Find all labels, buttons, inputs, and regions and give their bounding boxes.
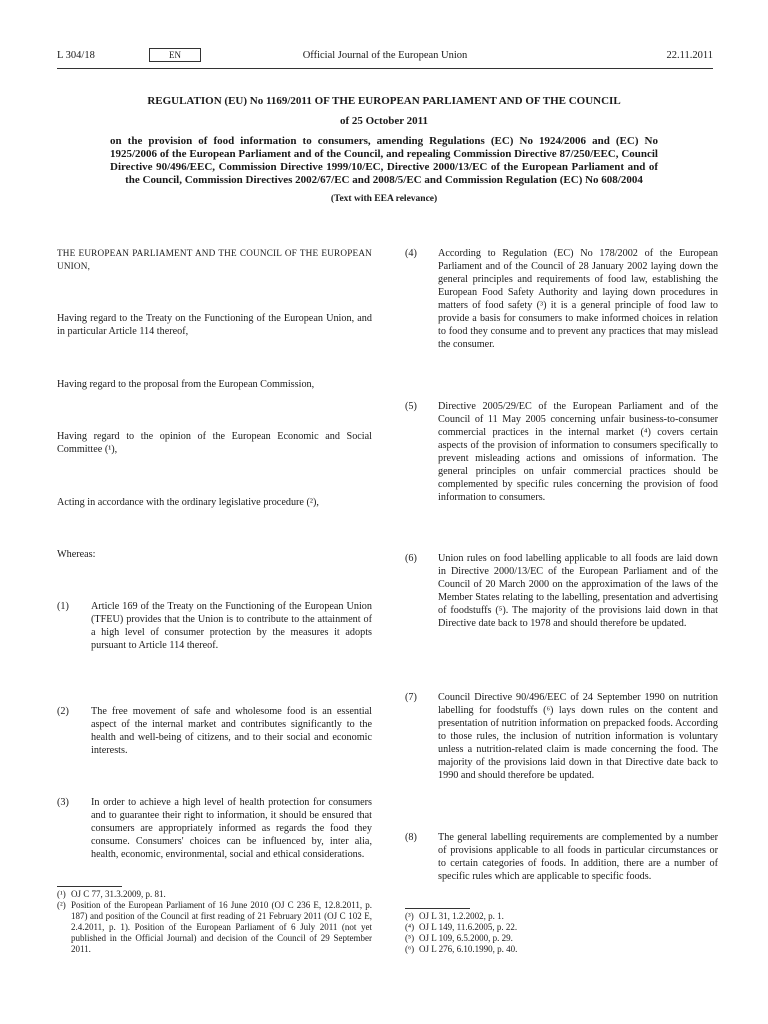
title-line-date: of 25 October 2011 [339, 115, 429, 127]
footnote-text: OJ L 149, 11.6.2005, p. 22. [419, 922, 518, 932]
footnote-text: OJ L 31, 1.2.2002, p. 1. [419, 911, 504, 921]
recital-1 [57, 600, 372, 670]
recital-2 [57, 705, 372, 765]
title-line-subject: on the provision of food information to consumers, amending Regulations (EC) No 1924/2006 and (EC) No 1925/2006 of the European Parliament and of the Council, and repealing Commission Directive 87/250/EEC, Council Directive 90/496/EEC, Commission Directive 1999/10/EC, Directive 2000/13/EC of the European Parliament and of the Council, Commission Directives 2002/67/EC and 2008/5/EC and Commission Regulation (EC) No 608/2004 [110, 135, 658, 186]
recital-number: (6) [405, 553, 417, 564]
page-reference: L 304/18 [57, 50, 95, 61]
recital-6 [405, 552, 718, 662]
footnotes-right [405, 911, 718, 955]
recital-text: The general labelling requirements are complemented by a number of provisions applicable to all foods in particular circumstances or to certain categories of foods. In addition, there are a number of specific rules which are applicable to specific foods. [438, 832, 718, 882]
footnote-separator [405, 908, 470, 909]
citation-treaty: Having regard to the Treaty on the Functioning of the European Union, and in particular Article 114 thereof, [57, 313, 372, 337]
citation-procedure: Acting in accordance with the ordinary legislative procedure (²), [57, 497, 319, 508]
recital-text: Council Directive 90/496/EEC of 24 September 1990 on nutrition labelling for foodstuffs (⁶) lays down rules on the content and presentation of nutrition information on prepacked foods. According to those rules, the inclusion of nutrition information is voluntary unless a nutrition-related claim is made concerning the food. The majority of the provisions laid down in that Directive date back to 1990 and should therefore be updated. [438, 692, 718, 781]
footnote-marker: (¹) [57, 889, 66, 899]
left-column [57, 247, 372, 867]
header-rule [57, 68, 713, 69]
recital-number: (1) [57, 601, 69, 612]
preamble-intro: THE EUROPEAN PARLIAMENT AND THE COUNCIL OF THE EUROPEAN UNION, [57, 248, 372, 271]
footnote-separator [57, 886, 122, 887]
recital-text: The free movement of safe and wholesome food is an essential aspect of the internal market and contributes significantly to the health and well-being of citizens, and to their social and economic interests. [91, 706, 372, 756]
language-badge: EN [149, 48, 201, 62]
footnote-6 [405, 944, 718, 955]
recital-number: (8) [405, 832, 417, 843]
recital-text: In order to achieve a high level of health protection for consumers and to guarantee their right to information, it should be ensured that consumers are appropriately informed as regards the food they consume. Consumers' choices can be influenced by, inter alia, health, economic, environmental, social and ethical considerations. [91, 797, 372, 860]
recital-5 [405, 400, 718, 520]
footnote-text: OJ L 109, 6.5.2000, p. 29. [419, 933, 513, 943]
footnote-marker: (⁴) [405, 922, 415, 932]
recital-number: (7) [405, 692, 417, 703]
recital-text: Directive 2005/29/EC of the European Parliament and of the Council of 11 May 2005 concerning unfair business-to-consumer commercial practices in the internal market (⁴) covers certain aspects of the provision of information to consumers specifically to prevent misleading actions and omissions of information. The general principles on unfair commercial practices should be complemented by specific rules concerning the provision of food information to consumers. [438, 401, 718, 503]
citation-proposal: Having regard to the proposal from the European Commission, [57, 379, 315, 390]
title-line-regulation: REGULATION (EU) No 1169/2011 OF THE EUROPEAN PARLIAMENT AND OF THE COUNCIL [147, 95, 621, 107]
page-header [57, 50, 713, 68]
recital-number: (4) [405, 248, 417, 259]
recital-text: According to Regulation (EC) No 178/2002 of the European Parliament and of the Council of 28 January 2002 laying down the general principles and requirements of food law, establishing the European Food Safety Authority and laying down procedures in matters of food safety (³) it is a general principle of food law to provide a basis for consumers to make informed choices in relation to food they consume and to prevent any practices that may mislead the consumer. [438, 248, 718, 350]
recital-7 [405, 691, 718, 801]
right-column [405, 247, 718, 907]
journal-title: Official Journal of the European Union [302, 50, 468, 61]
recital-8 [405, 831, 718, 901]
title-line-eea: (Text with EEA relevance) [330, 194, 438, 204]
recital-number: (3) [57, 797, 69, 808]
recital-text: Article 169 of the Treaty on the Functioning of the European Union (TFEU) provides that the Union is to contribute to the attainment of a high level of consumer protection by the measures it adopts pursuant to Article 114 thereof. [91, 601, 372, 651]
footnote-3 [405, 911, 718, 922]
footnote-marker: (⁵) [405, 933, 415, 943]
footnote-5 [405, 933, 718, 944]
footnote-marker: (²) [57, 900, 66, 910]
citation-committee: Having regard to the opinion of the European Economic and Social Committee (¹), [57, 431, 372, 455]
footnotes-left [57, 889, 372, 955]
recital-number: (2) [57, 706, 69, 717]
footnote-4 [405, 922, 718, 933]
footnote-marker: (⁶) [405, 944, 415, 954]
footnote-text: OJ C 77, 31.3.2009, p. 81. [71, 889, 166, 899]
whereas-heading: Whereas: [57, 549, 96, 560]
footnote-text: Position of the European Parliament of 16 June 2010 (OJ C 236 E, 12.8.2011, p. 187) and position of the Council at first reading of 21 February 2011 (OJ C 102 E, 2.4.2011, p. 1). Position of the European Parliament of 6 July 2011 (not yet published in the Official Journal) and decision of the Council of 29 September 2011. [71, 900, 372, 954]
footnote-marker: (³) [405, 911, 414, 921]
publication-date: 22.11.2011 [666, 50, 713, 61]
footnote-text: OJ L 276, 6.10.1990, p. 40. [419, 944, 518, 954]
footnote-2 [57, 900, 372, 955]
recital-3 [57, 796, 372, 876]
footnote-1 [57, 889, 372, 900]
document-title [110, 95, 658, 206]
recital-4 [405, 247, 718, 367]
recital-number: (5) [405, 401, 417, 412]
recital-text: Union rules on food labelling applicable to all foods are laid down in Directive 2000/13/EC of the European Parliament and of the Council of 20 March 2000 on the approximation of the laws of the Member States relating to the labelling, presentation and advertising of foodstuffs (⁵). The majority of the provisions laid down in that Directive date back to 1978 and should therefore be updated. [438, 553, 718, 629]
